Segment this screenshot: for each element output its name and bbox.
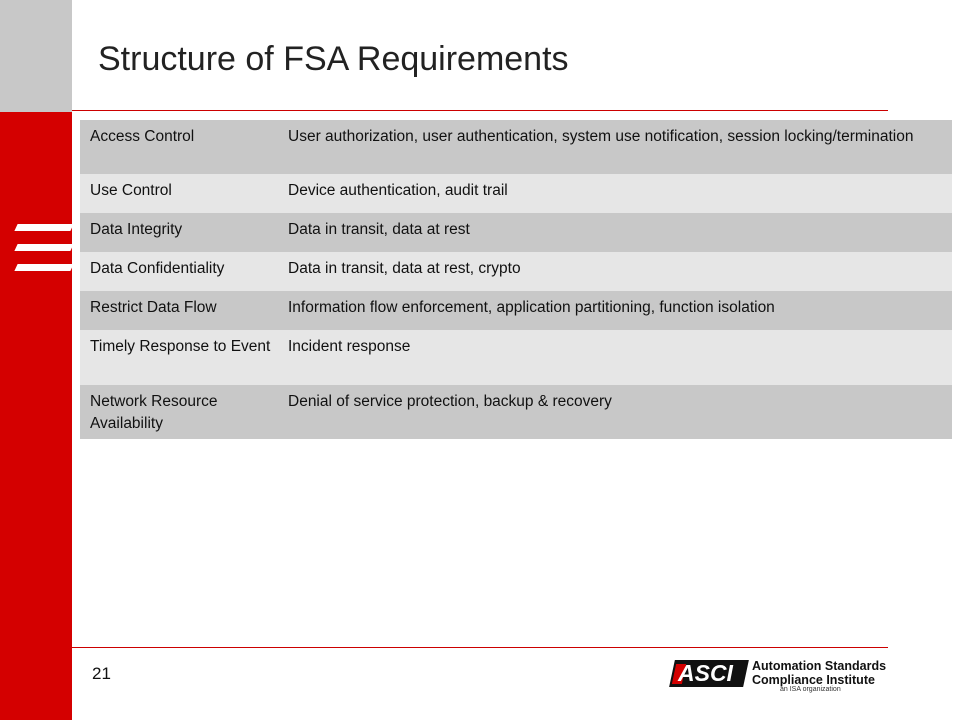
row-description: User authorization, user authentication, system use notification, session locking/termination [288, 128, 914, 145]
row-category: Restrict Data Flow [90, 299, 217, 316]
row-description: Denial of service protection, backup & recovery [288, 393, 612, 410]
table-row [80, 330, 952, 385]
table-row [80, 213, 952, 252]
table-row [80, 385, 952, 439]
table-row [80, 291, 952, 330]
logo-name-line2: Compliance Institute [752, 673, 875, 687]
title-divider [72, 110, 888, 111]
logo-tagline: an ISA organization [780, 686, 841, 693]
sidebar-red-bar [0, 112, 72, 720]
decorative-stripes [16, 224, 76, 276]
row-description: Data in transit, data at rest, crypto [288, 260, 521, 277]
requirements-table [80, 120, 952, 439]
asci-logo [672, 658, 902, 694]
sidebar-gray-block [0, 0, 72, 112]
footer-divider [72, 647, 888, 648]
row-description: Data in transit, data at rest [288, 221, 470, 238]
slide-title: Structure of FSA Requirements [98, 40, 569, 78]
table-row [80, 120, 952, 174]
logo-name [752, 659, 886, 687]
row-description: Information flow enforcement, application partitioning, function isolation [288, 299, 775, 316]
row-category: Access Control [90, 128, 195, 145]
table-row [80, 174, 952, 213]
row-description: Incident response [288, 338, 411, 355]
row-category: Data Integrity [90, 221, 183, 238]
row-description: Device authentication, audit trail [288, 182, 508, 199]
row-category: Use Control [90, 182, 172, 199]
logo-abbr: ASCI [678, 660, 733, 686]
row-category: Timely Response to Event [90, 338, 271, 355]
logo-name-line1: Automation Standards [752, 659, 887, 673]
row-category: Data Confidentiality [90, 260, 225, 277]
page-number: 21 [92, 664, 111, 683]
table-row [80, 252, 952, 291]
row-category: Network Resource Availability [90, 393, 218, 432]
